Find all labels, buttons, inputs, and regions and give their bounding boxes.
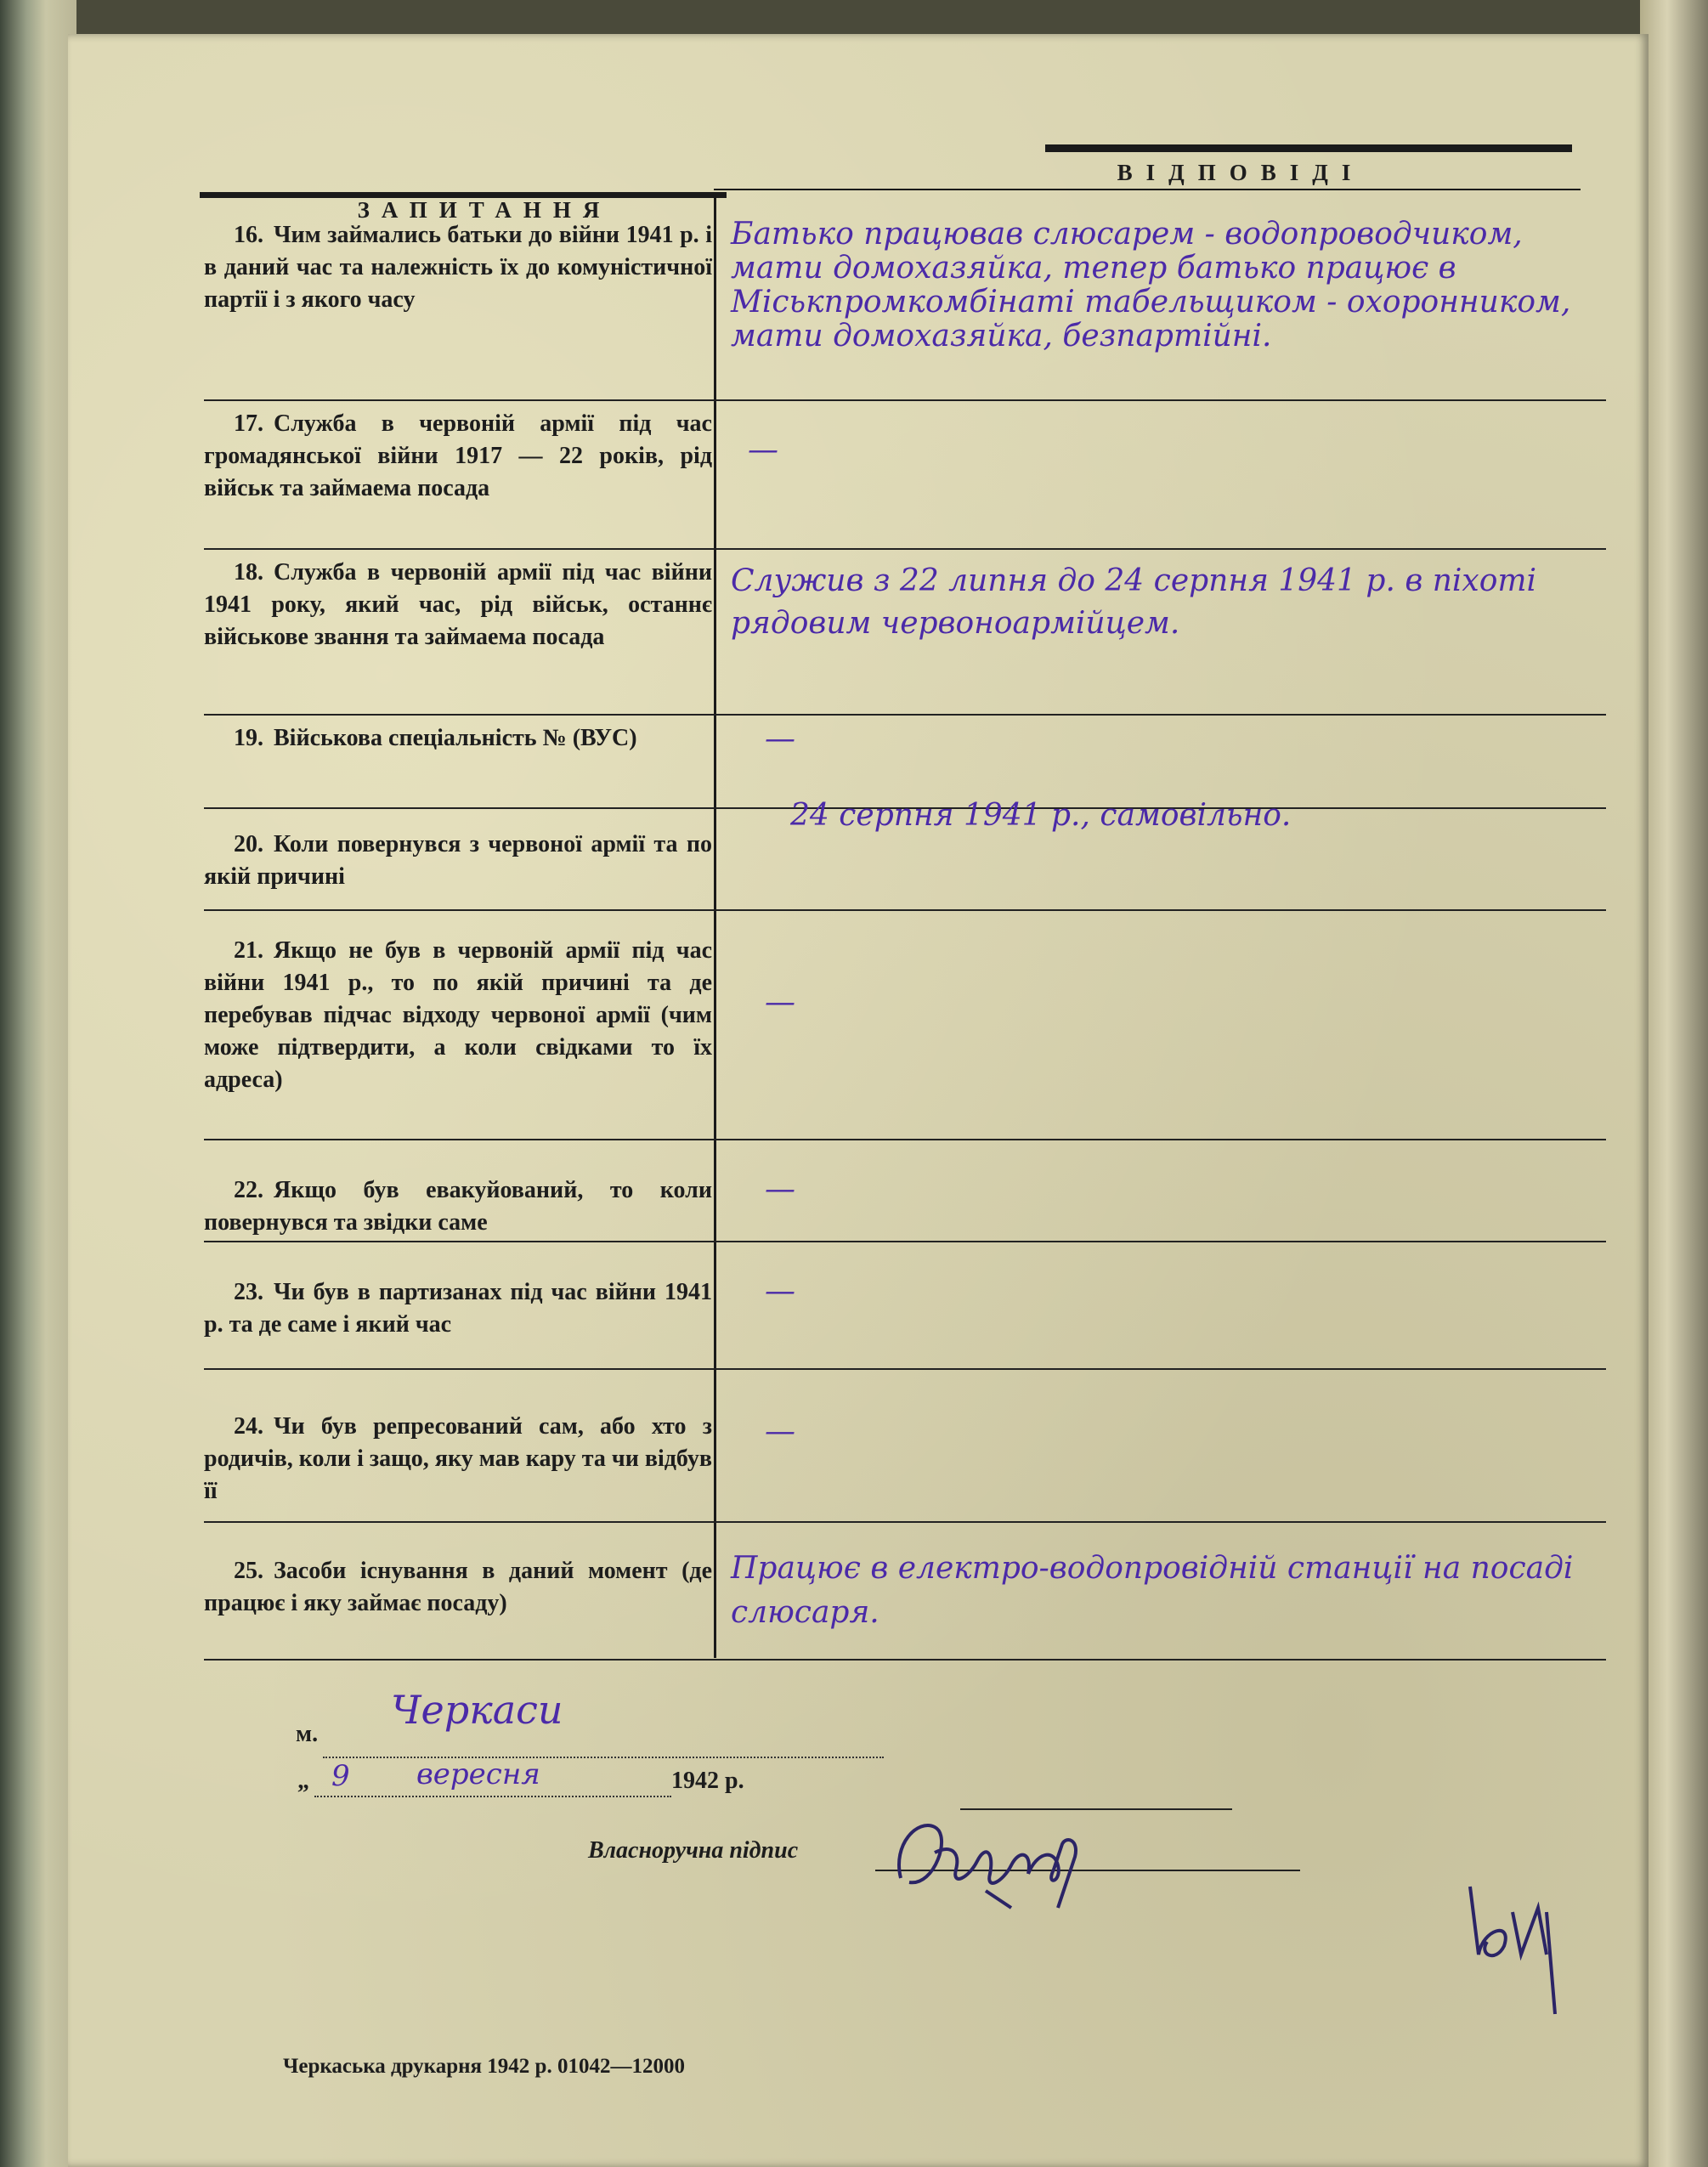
question-text: Чи був репресований сам, або хто з родичів, коли і защо, яку мав кару та чи відбув її	[204, 1413, 712, 1504]
question-18	[204, 557, 712, 653]
form-row-18	[204, 548, 1606, 716]
answers-column-header: ВІДПОВІДІ	[1117, 160, 1365, 185]
answer-23: —	[765, 1274, 795, 1309]
question-number: 16.	[234, 222, 263, 248]
form-row-17	[204, 399, 1606, 550]
answer-21: —	[765, 985, 795, 1020]
question-21	[204, 935, 712, 1096]
place-prefix: м.	[296, 1721, 319, 1747]
answer-17: —	[748, 433, 778, 467]
question-number: 25.	[234, 1558, 263, 1584]
question-text: Служба в червоній армії під час громадянської війни 1917 — 22 років, рід військ та займаема посада	[204, 410, 712, 501]
date-year: 1942 р.	[671, 1768, 744, 1794]
book-left-edge	[0, 0, 76, 2167]
answer-18: Служив з 22 липня до 24 серпня 1941 р. в піхоті рядовим червоноармійцем.	[731, 563, 1537, 641]
question-number: 19.	[234, 725, 263, 751]
question-text: Чим займались батьки до війни 1941 р. і в даний час та належність їх до комуністичної партії і з якого часу	[204, 222, 712, 313]
question-number: 22.	[234, 1177, 263, 1203]
answer-20: 24 серпня 1941 р., самовільно.	[790, 798, 1292, 833]
form-row-20	[204, 798, 1606, 911]
date-month: вересня	[416, 1757, 540, 1791]
question-text: Якщо був евакуйований, то коли повернувся та звідки саме	[204, 1177, 712, 1236]
question-text: Служба в червоній армії під час війни 1941 року, який час, рід військ, останнє військове звання та займаема посада	[204, 559, 712, 650]
question-number: 18.	[234, 559, 263, 586]
document-page	[68, 34, 1649, 2167]
answer-19: —	[765, 721, 795, 756]
answer-24: —	[765, 1414, 795, 1449]
form-row-25	[204, 1521, 1606, 1661]
signature-label: Власноручна підпис	[588, 1837, 799, 1864]
date-line	[314, 1796, 671, 1797]
answer-22: —	[765, 1172, 795, 1207]
book-right-edge	[1640, 0, 1708, 2167]
printer-imprint: Черкаська друкарня 1942 р. 01042—12000	[283, 2055, 685, 2078]
question-16	[204, 219, 712, 316]
question-number: 20.	[234, 831, 263, 857]
question-number: 17.	[234, 410, 263, 437]
questions-column-header: ЗАПИТАННЯ	[357, 197, 612, 223]
form-row-24	[204, 1368, 1606, 1523]
question-17	[204, 408, 712, 505]
question-number: 24.	[234, 1413, 263, 1440]
question-number: 21.	[234, 937, 263, 964]
answer-25: Працює в електро-водопровідній станції на посаді слюсаря.	[731, 1551, 1574, 1630]
question-text: Коли повернувся з червоної армії та по якій причині	[204, 831, 712, 890]
question-19	[204, 722, 712, 755]
date-quote: „	[297, 1768, 309, 1794]
initials-mark	[1462, 1861, 1598, 2023]
place-value: Черкаси	[391, 1687, 563, 1733]
question-20	[204, 829, 712, 893]
question-24	[204, 1411, 712, 1508]
form-row-16	[204, 211, 1606, 401]
question-23	[204, 1276, 712, 1341]
header-rule-right	[1045, 144, 1572, 152]
question-text: Засоби існування в даний момент (де працює і яку займає посаду)	[204, 1558, 712, 1616]
form-row-21	[204, 909, 1606, 1140]
question-number: 23.	[234, 1279, 263, 1305]
form-row-19	[204, 714, 1606, 809]
question-25	[204, 1555, 712, 1620]
question-text: Якщо не був в червоній армії під час війни 1941 р., то по якій причині та де перебував підчас відходу червоної армії (чим може підтвердити, а коли свідками то їх адреса)	[204, 937, 712, 1093]
question-text: Військова спеціальність № (ВУС)	[274, 725, 637, 751]
handwritten-signature	[884, 1793, 1156, 1912]
header-rule-middle	[714, 189, 1581, 190]
date-day: 9	[331, 1759, 350, 1793]
question-text: Чи був в партизанах під час війни 1941 р. та де саме і який час	[204, 1279, 712, 1338]
form-row-22	[204, 1139, 1606, 1242]
answer-16: Батько працював слюсарем - водопроводчиком, мати домохазяйка, тепер батько працює в Міськпромкомбінаті табельщиком - охоронником, мати домохазяйка, безпартійні.	[731, 217, 1571, 354]
question-22	[204, 1174, 712, 1239]
form-row-23	[204, 1241, 1606, 1370]
